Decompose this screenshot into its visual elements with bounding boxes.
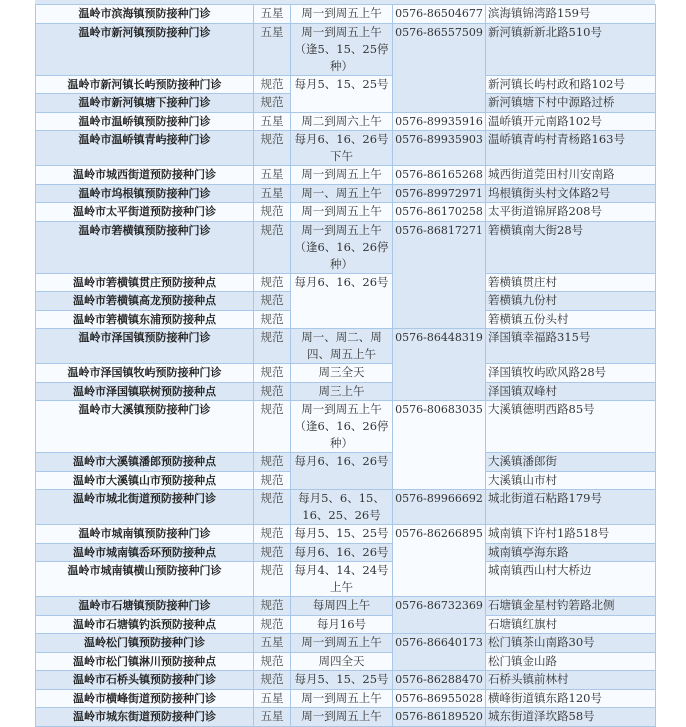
table-row (36, 23, 656, 75)
clinic-name: 温岭市城南镇岙环预防接种点 (36, 543, 254, 562)
service-hours: 每月5、15、25号 (291, 525, 393, 544)
phone-number: 0576-86732369 (393, 597, 486, 634)
clinic-address: 新河镇塘下村中源路过桥 (486, 94, 656, 113)
clinic-address: 泽国镇牧屿欧风路28号 (486, 364, 656, 383)
clinic-address: 箬横镇南大街28号 (486, 221, 656, 273)
clinic-address: 松门镇茶山南路30号 (486, 634, 656, 653)
clinic-level: 规范 (254, 329, 291, 364)
clinic-level: 规范 (254, 562, 291, 597)
clinic-name: 温岭市石桥头镇预防接种门诊 (36, 671, 254, 690)
table-row (36, 562, 656, 597)
clinic-name: 温岭市太平街道预防接种门诊 (36, 203, 254, 222)
table-row (36, 543, 656, 562)
clinic-address: 太平街道锦屏路208号 (486, 203, 656, 222)
service-hours: 每月5、15、25号 (291, 75, 393, 112)
table-row (36, 329, 656, 364)
clinic-address: 温峤镇青屿村青杨路163号 (486, 131, 656, 166)
clinic-level: 规范 (254, 597, 291, 616)
clinic-name: 温岭市石塘镇预防接种门诊 (36, 597, 254, 616)
table-row (36, 708, 656, 727)
clinic-name: 温岭市新河镇预防接种门诊 (36, 23, 254, 75)
clinic-name: 温岭市城北街道预防接种门诊 (36, 490, 254, 525)
clinic-level: 五星 (254, 689, 291, 708)
phone-number: 0576-86448319 (393, 329, 486, 401)
clinic-name: 温岭市泽国镇预防接种门诊 (36, 329, 254, 364)
clinic-level: 规范 (254, 615, 291, 634)
phone-number: 0576-86189520 (393, 708, 486, 727)
clinic-name: 温岭市泽国镇牧屿预防接种门诊 (36, 364, 254, 383)
service-hours: 周一到周五上午 (291, 708, 393, 727)
clinic-name: 温岭市城南镇预防接种门诊 (36, 525, 254, 544)
clinic-level: 规范 (254, 382, 291, 401)
clinic-level: 五星 (254, 23, 291, 75)
service-hours: 每周四上午 (291, 597, 393, 616)
service-hours: 周一到周五上午 (291, 166, 393, 185)
clinic-address: 大溪镇山市村 (486, 471, 656, 490)
service-hours: 周三全天 (291, 364, 393, 383)
clinic-address: 城南镇西山村大桥边 (486, 562, 656, 597)
table-row (36, 401, 656, 453)
service-hours: 每月5、15、25号 (291, 671, 393, 690)
clinic-address: 城东街道泽坎路58号 (486, 708, 656, 727)
clinic-name: 温岭市新河镇长屿预防接种门诊 (36, 75, 254, 94)
table-row (36, 652, 656, 671)
phone-number: 0576-89935903 (393, 131, 486, 166)
clinic-address: 大溪镇德明西路85号 (486, 401, 656, 453)
clinic-address: 泽国镇幸福路315号 (486, 329, 656, 364)
clinic-name: 温岭市箬横镇贯庄预防接种点 (36, 273, 254, 292)
clinic-level: 规范 (254, 292, 291, 311)
clinic-name: 温岭市大溪镇预防接种门诊 (36, 401, 254, 453)
clinic-address: 新河镇长屿村政和路102号 (486, 75, 656, 94)
clinic-name: 温岭市城南镇横山预防接种门诊 (36, 562, 254, 597)
clinic-address: 泽国镇双峰村 (486, 382, 656, 401)
phone-number: 0576-89935916 (393, 112, 486, 131)
clinic-level: 规范 (254, 221, 291, 273)
phone-number: 0576-86504677 (393, 5, 486, 24)
clinic-address: 温峤镇开元南路102号 (486, 112, 656, 131)
service-hours: 每月6、16、26号 (291, 273, 393, 329)
clinic-name: 温岭市温峤镇青屿接种门诊 (36, 131, 254, 166)
clinic-address: 石桥头镇前林村 (486, 671, 656, 690)
clinic-address: 松门镇金山路 (486, 652, 656, 671)
clinic-name: 温岭市城东街道预防接种门诊 (36, 708, 254, 727)
clinic-address: 城南镇亭海东路 (486, 543, 656, 562)
clinic-level: 规范 (254, 203, 291, 222)
clinic-level: 规范 (254, 652, 291, 671)
table-row (36, 453, 656, 472)
phone-number: 0576-86165268 (393, 166, 486, 185)
clinic-level: 五星 (254, 184, 291, 203)
service-hours: 周二到周六上午 (291, 112, 393, 131)
table-row (36, 166, 656, 185)
clinic-level: 规范 (254, 364, 291, 383)
clinic-level: 五星 (254, 166, 291, 185)
service-hours: 每月4、14、24号上午 (291, 562, 393, 597)
table-row (36, 382, 656, 401)
clinic-address: 城南镇下许村1路518号 (486, 525, 656, 544)
clinic-level: 规范 (254, 75, 291, 94)
table-row (36, 634, 656, 653)
table-row (36, 184, 656, 203)
table-row (36, 112, 656, 131)
table-row (36, 597, 656, 616)
clinic-level: 规范 (254, 471, 291, 490)
clinic-level: 规范 (254, 525, 291, 544)
clinic-name: 温岭松门镇预防接种门诊 (36, 634, 254, 653)
table-row (36, 75, 656, 94)
clinic-address: 箬横镇五份头村 (486, 310, 656, 329)
clinic-name: 温岭市箬横镇东浦预防接种点 (36, 310, 254, 329)
phone-number: 0576-86288470 (393, 671, 486, 690)
service-hours: 周一到周五上午 (291, 689, 393, 708)
clinic-address: 箬横镇贯庄村 (486, 273, 656, 292)
phone-number: 0576-86955028 (393, 689, 486, 708)
clinic-level: 规范 (254, 543, 291, 562)
clinic-address: 新河镇新新北路510号 (486, 23, 656, 75)
clinic-name: 温岭市滨海镇预防接种门诊 (36, 5, 254, 24)
service-hours: 周一到周五上午 (291, 5, 393, 24)
service-hours: 周三上午 (291, 382, 393, 401)
table-row (36, 615, 656, 634)
phone-number: 0576-89966692 (393, 490, 486, 525)
clinic-address: 石塘镇金星村钓箬路北侧 (486, 597, 656, 616)
clinic-level: 规范 (254, 273, 291, 292)
service-hours: 每月6、16、26号 (291, 453, 393, 490)
phone-number: 0576-86640173 (393, 634, 486, 671)
clinic-level: 规范 (254, 131, 291, 166)
clinic-level: 五星 (254, 708, 291, 727)
clinic-level: 五星 (254, 5, 291, 24)
phone-number: 0576-86817271 (393, 221, 486, 329)
clinic-address: 城西街道莞田村川安南路 (486, 166, 656, 185)
clinic-name: 温岭市坞根镇预防接种门诊 (36, 184, 254, 203)
service-hours: 周一到周五上午（逢5、15、25停种） (291, 23, 393, 75)
phone-number: 0576-89972971 (393, 184, 486, 203)
phone-number: 0576-86266895 (393, 525, 486, 597)
clinic-level: 五星 (254, 112, 291, 131)
clinic-level: 规范 (254, 490, 291, 525)
phone-number: 0576-80683035 (393, 401, 486, 490)
clinic-address: 横峰街道镇东路120号 (486, 689, 656, 708)
clinic-level: 五星 (254, 634, 291, 653)
service-hours: 周一、周二、周四、周五上午 (291, 329, 393, 364)
clinic-name: 温岭市泽国镇联树预防接种点 (36, 382, 254, 401)
service-hours: 每月6、16、26号下午 (291, 131, 393, 166)
clinic-name: 温岭市松门镇淋川预防接种点 (36, 652, 254, 671)
clinic-level: 规范 (254, 671, 291, 690)
clinic-address: 石塘镇红旗村 (486, 615, 656, 634)
table-row (36, 689, 656, 708)
clinic-name: 温岭市箬横镇预防接种门诊 (36, 221, 254, 273)
clinic-address: 滨海镇锦湾路159号 (486, 5, 656, 24)
service-hours: 每月16号 (291, 615, 393, 634)
clinic-name: 温岭市新河镇塘下接种门诊 (36, 94, 254, 113)
service-hours: 周一到周五上午（逢6、16、26停种） (291, 221, 393, 273)
phone-number: 0576-86557509 (393, 23, 486, 112)
clinic-level: 规范 (254, 453, 291, 472)
clinic-name: 温岭市温峤镇预防接种门诊 (36, 112, 254, 131)
clinic-name: 温岭市大溪镇山市预防接种点 (36, 471, 254, 490)
clinic-address: 城北街道石粘路179号 (486, 490, 656, 525)
table-row (36, 221, 656, 273)
clinic-level: 规范 (254, 401, 291, 453)
table-row (36, 364, 656, 383)
clinic-name: 温岭市箬横镇高龙预防接种点 (36, 292, 254, 311)
service-hours: 周一到周五上午（逢6、16、26停种） (291, 401, 393, 453)
service-hours: 周一到周五上午 (291, 203, 393, 222)
table-row (36, 203, 656, 222)
phone-number: 0576-86170258 (393, 203, 486, 222)
table-row (36, 490, 656, 525)
table-row (36, 5, 656, 24)
clinic-address: 坞根镇街头村文体路2号 (486, 184, 656, 203)
clinic-name: 温岭市城西街道预防接种门诊 (36, 166, 254, 185)
service-hours: 每月5、6、15、16、25、26号 (291, 490, 393, 525)
clinic-level: 规范 (254, 310, 291, 329)
vaccination-clinic-table (35, 4, 656, 727)
clinic-name: 温岭市大溪镇潘郎预防接种点 (36, 453, 254, 472)
clinic-level: 规范 (254, 94, 291, 113)
service-hours: 周一、周五上午 (291, 184, 393, 203)
table-row (36, 525, 656, 544)
clinic-address: 大溪镇潘郎街 (486, 453, 656, 472)
service-hours: 周一到周五上午 (291, 634, 393, 653)
table-row (36, 273, 656, 292)
clinic-name: 温岭市横峰街道预防接种门诊 (36, 689, 254, 708)
table-row (36, 671, 656, 690)
service-hours: 每月6、16、26号 (291, 543, 393, 562)
clinic-address: 箬横镇九份村 (486, 292, 656, 311)
service-hours: 周四全天 (291, 652, 393, 671)
table-row (36, 131, 656, 166)
clinic-name: 温岭市石塘镇钓浜预防接种点 (36, 615, 254, 634)
